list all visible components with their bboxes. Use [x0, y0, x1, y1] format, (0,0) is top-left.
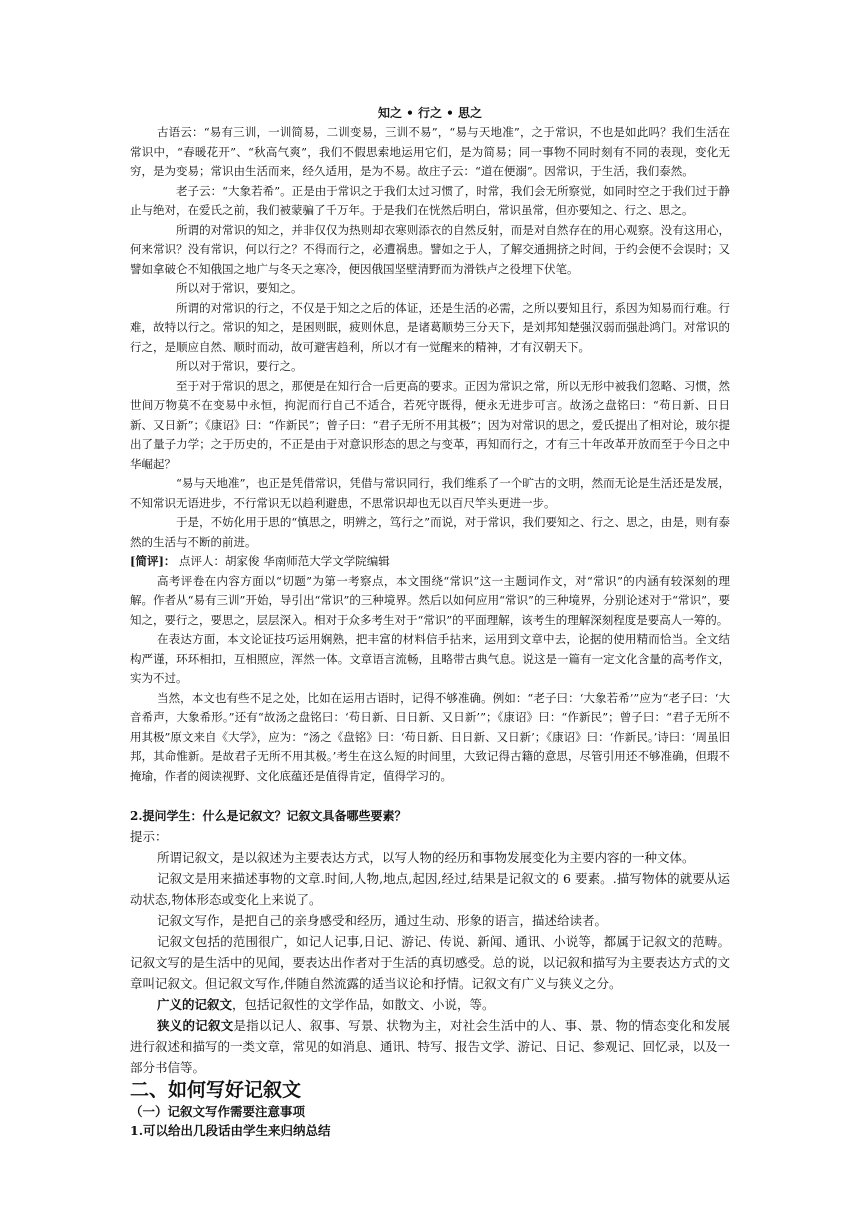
body-paragraph: 所谓记叙文，是以叙述为主要表达方式，以写人物的经历和事物发展变化为主要内容的一种文体。 [157, 850, 695, 865]
essay-paragraph: 于是，不妨化用于思的“慎思之，明辨之，笃行之”而说，对于常识，我们要知之、行之、思之，由是，则有泰然的生活与不断的前进。 [130, 515, 730, 549]
essay-paragraph: “易与天地准”，也正是凭借常识，凭借与常识同行，我们维系了一个旷古的文明，然而无论是生活还是发展，不知常识无语进步，不行常识无以趋利避患，不思常识却也无以百尺竿头更进一步。 [130, 476, 730, 510]
essay-paragraph: 至于对于常识的思之，那便是在知行合一后更高的要求。正因为常识之常，所以无形中被我们忽略、习惯，然世间万物莫不在变易中永恒，拘泥而行自己不适合，若死守既得，便永无进步可言。故汤之盘铭曰：“苟日新、日日新、又日新”；《康诏》曰：“作新民”；曾子曰：“君子无所不用其极”；因为对常识的思之，爱氏提出了相对论，玻尔提出了量子力学；之于历史的，不正是由于对意识形态的思之与变革，再知而行之，才有三十年改革开放而至于今日之中华崛起？ [130, 378, 730, 471]
comment-paragraph: 当然，本文也有些不足之处，比如在运用古语时，记得不够准确。例如：“老子曰：‘大象若希’”应为“老子曰：‘大音希声，大象希形。”还有“故汤之盘铭曰：‘苟日新、日日新、又日新’”；《康诏》曰：“作新民”；曾子曰：“君子无所不用其极”原文来自《大学》，应为：“汤之《盘铭》曰：‘苟日新、日日新、又日新’；《康诏》曰：‘作新民。’诗曰：‘周虽旧邦，其命惟新。是故君子无所不用其极。’考生在这么短的时间里，大致记得古籍的意思，尽管引用还不够准确，但瑕不掩瑜，作者的阅读视野、文化底蕴还是值得肯定，值得学习的。 [130, 690, 730, 783]
essay-title: 知之 • 行之 • 思之 [377, 106, 483, 120]
body-paragraph [130, 994, 730, 1015]
essay-paragraph: 所以对于常识，要知之。 [176, 281, 303, 295]
item-heading: 1.可以给出几段话由学生来归纳总结 [130, 1123, 331, 1138]
term-broad: 广义的记叙文 [157, 997, 233, 1012]
comment-author: 点评人：胡家俊 华南师范大学文学院编辑 [179, 554, 390, 568]
comment-label: [简评]： [130, 554, 176, 568]
essay-paragraph: 古语云：“易有三训，一训简易，二训变易，三训不易”，“易与天地准”，之于常识，不也是如此吗？我们生活在常识中，“春暖花开”、“秋高气爽”，我们不假思索地运用它们，是为简易；同一事物不同时刻有不同的表现，变化无穷，是为变易；常识由生活而来，经久适用，是为不易。故庄子云：“道在便溺”。因常识，于生活，我们泰然。 [130, 125, 730, 178]
body-paragraph: 记叙文包括的范围很广，如记人记事,日记、游记、传说、新闻、通讯、小说等，都属于记叙文的范畴。记叙文写的是生活中的见闻，要表达出作者对于生活的真切感受。总的说，以记叙和描写为主要表达方式的文章叫记叙文。但记叙文写作,伴随自然流露的适当议论和抒情。记叙文有广义与狭义之分。 [130, 934, 731, 991]
question-heading: 2.提问学生：什么是记叙文？记叙文具备哪些要素？ [130, 809, 407, 823]
document-page [130, 104, 730, 1140]
essay-paragraph: 所以对于常识，要行之。 [176, 359, 303, 373]
term-narrow-definition: 是指以记人、叙事、写景、状物为主，对社会生活中的人、事、景、物的情态变化和发展进行叙述和描写的一类文章，常见的如消息、通讯、特写、报告文学、游记、日记、参观记、回忆录，以及一部分书信等。 [130, 1018, 731, 1075]
hint-label: 提示： [130, 829, 168, 844]
subsection-heading: （一）记叙文写作需要注意事项 [130, 1104, 306, 1119]
comment-paragraph: 高考评卷在内容方面以“切题”为第一考察点，本文围绕“常识”这一主题词作文，对“常识”的内涵有较深刻的理解。作者从“易有三训”开始，导引出“常识”的三种境界。然后以如何应用“常识”的三种境界，分别论述对于“常识”，要知之，要行之，要思之，层层深入。相对于众多考生对于“常识”的平面理解，该考生的理解深刻程度是要高人一筹的。 [130, 573, 730, 627]
term-narrow: 狭义的记叙文 [157, 1018, 234, 1033]
spacer [130, 786, 730, 806]
comment-paragraph: 在表达方面，本文论证技巧运用娴熟，把丰富的材料信手拈来，运用到文章中去，论据的使用精而恰当。全文结构严谨，环环相扣，互相照应，浑然一体。文章语言流畅，且略带古典气息。说这是一篇有一定文化含量的高考作文，实为不过。 [130, 632, 730, 685]
essay-paragraph: 所谓的对常识的知之，并非仅仅为热则却衣寒则添衣的自然反射，而是对自然存在的用心观察。没有这用心，何来常识？没有常识，何以行之？不得而行之，必遭祸患。譬如之于人，了解交通拥挤之时间，于约会便不会误时；又譬如拿破仑不知俄国之地广与冬天之寒冷，便因俄国坚壁清野而为滑铁卢之役埋下伏笔。 [130, 222, 730, 276]
term-broad-definition: ，包括记叙性的文学作品，如散文、小说，等。 [232, 997, 495, 1012]
body-paragraph: 记叙文是用来描述事物的文章.时间,人物,地点,起因,经过,结果是记叙文的 6 要素。.描写物体的就要从运动状态,物体形态或变化上来说了。 [130, 871, 730, 907]
essay-paragraph: 老子云：“大象若希”。正是由于常识之于我们太过习惯了，时常，我们会无所察觉，如同时空之于我们过于静止与绝对，在爱氏之前，我们被蒙骗了千万年。于是我们在恍然后明白，常识虽常，但亦要知之、行之、思之。 [130, 183, 730, 217]
essay-paragraph: 所谓的对常识的行之，不仅是于知之之后的体证，还是生活的必需，之所以要知且行，系因为知易而行难。行难，故特以行之。常识的知之，是困则眠，疲则休息，是诸葛顺势三分天下，是刘邦知楚强汉弱而强赴鸿门。对常识的行之，是顺应自然、顺时而动，故可避害趋利，所以才有一觉醒来的精神，才有汉朝天下。 [130, 300, 730, 354]
comment-header [130, 552, 730, 572]
body-paragraph: 记叙文写作，是把自己的亲身感受和经历，通过生动、形象的语言，描述给读者。 [157, 913, 608, 928]
body-paragraph [130, 1015, 730, 1078]
section-heading: 二、如何写好记叙文 [130, 1079, 302, 1101]
